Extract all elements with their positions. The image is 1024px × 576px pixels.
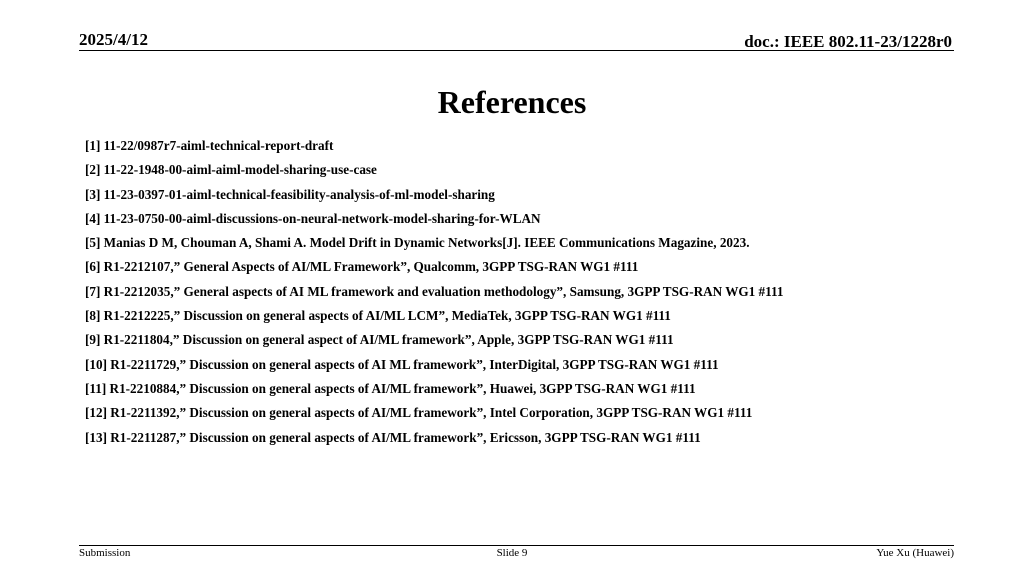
reference-item: [12] R1-2211392,” Discussion on general aspects of AI/ML framework”, Intel Corporation, 3GPP TSG-RAN WG1 #111 — [85, 405, 753, 421]
header-divider — [79, 50, 954, 51]
header-date: 2025/4/12 — [79, 30, 148, 49]
reference-item: [11] R1-2210884,” Discussion on general aspects of AI/ML framework”, Huawei, 3GPP TSG-RAN WG1 #111 — [85, 380, 696, 396]
reference-item: [9] R1-2211804,” Discussion on general aspect of AI/ML framework”, Apple, 3GPP TSG-RAN WG1 #111 — [85, 332, 674, 348]
reference-item: [5] Manias D M, Chouman A, Shami A. Model Drift in Dynamic Networks[J]. IEEE Communications Magazine, 2023. — [85, 235, 750, 251]
reference-item: [8] R1-2212225,” Discussion on general aspects of AI/ML LCM”, MediaTek, 3GPP TSG-RAN WG1 #111 — [85, 308, 671, 324]
footer-slide-number: Slide 9 — [496, 547, 528, 559]
reference-item: [1] 11-22/0987r7-aiml-technical-report-draft — [85, 138, 334, 153]
reference-item: [2] 11-22-1948-00-aiml-aiml-model-sharing-use-case — [85, 162, 377, 178]
footer-author: Yue Xu (Huawei) — [876, 547, 954, 559]
reference-list — [85, 134, 783, 450]
footer-submission: Submission — [79, 547, 131, 559]
footer-divider — [79, 545, 954, 546]
slide-title: References — [437, 84, 587, 120]
reference-item: [3] 11-23-0397-01-aiml-technical-feasibility-analysis-of-ml-model-sharing — [85, 186, 495, 202]
reference-item: [4] 11-23-0750-00-aiml-discussions-on-neural-network-model-sharing-for-WLAN — [85, 210, 541, 226]
reference-item: [7] R1-2212035,” General aspects of AI ML framework and evaluation methodology”, Samsung, 3GPP TSG-RAN WG1 #111 — [85, 283, 784, 299]
reference-item: [6] R1-2212107,” General Aspects of AI/ML Framework”, Qualcomm, 3GPP TSG-RAN WG1 #111 — [85, 259, 639, 275]
header-doc-id: doc.: IEEE 802.11-23/1228r0 — [744, 32, 952, 51]
reference-item: [10] R1-2211729,” Discussion on general aspects of AI ML framework”, InterDigital, 3GPP TSG-RAN WG1 #111 — [85, 356, 719, 372]
reference-item: [13] R1-2211287,” Discussion on general aspects of AI/ML framework”, Ericsson, 3GPP TSG-RAN WG1 #111 — [85, 429, 701, 445]
